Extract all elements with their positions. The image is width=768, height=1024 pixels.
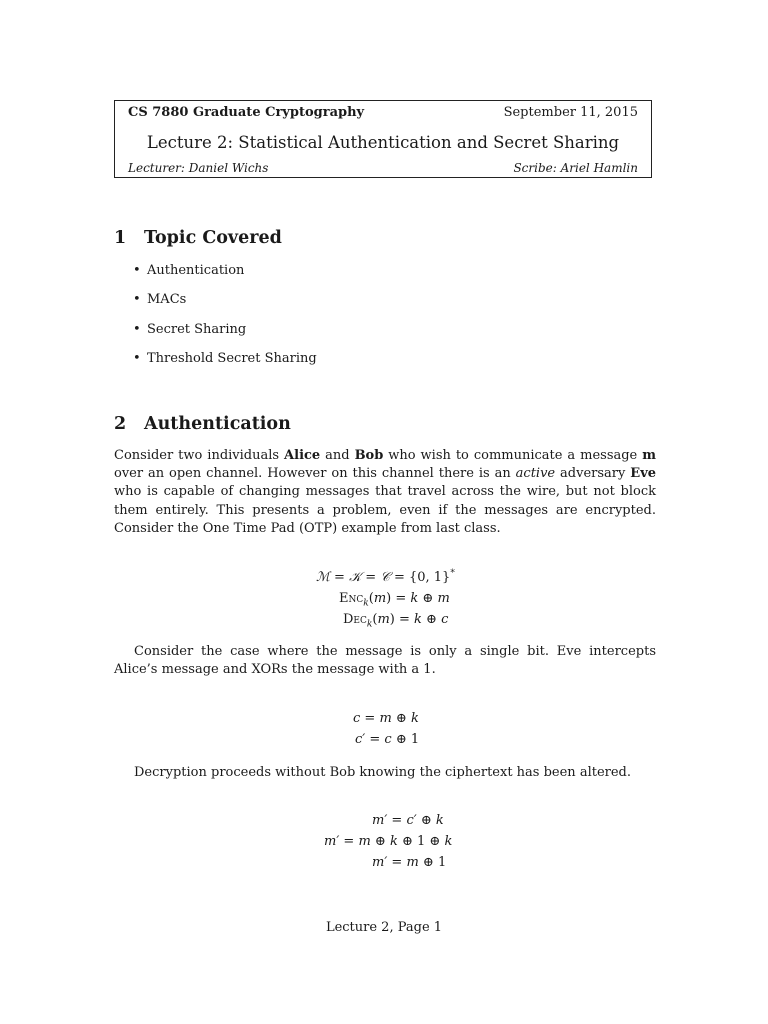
- scribe-name: Scribe: Ariel Hamlin: [513, 161, 638, 175]
- bullet-icon: •: [133, 263, 141, 278]
- paragraph-single-bit: Consider the case where the message is only a single bit. Eve intercepts Alice’s message and XORs the message with a 1.: [114, 644, 656, 678]
- list-item: • Authentication: [133, 263, 245, 278]
- section-2-heading: [114, 414, 291, 434]
- lecturer-name: Lecturer: Daniel Wichs: [128, 161, 269, 175]
- course-name: CS 7880 Graduate Cryptography: [128, 105, 365, 120]
- list-item: • MACs: [133, 292, 187, 308]
- section-2-title: Authentication: [144, 414, 291, 434]
- header-top-row: [128, 105, 638, 120]
- lecture-header-box: [114, 100, 652, 178]
- equation-decrypt-2: m′ = m ⊕ k ⊕ 1 ⊕ k: [324, 834, 453, 849]
- section-1-title: Topic Covered: [144, 228, 282, 248]
- list-item: • Threshold Secret Sharing: [133, 350, 317, 366]
- bullet-icon: •: [133, 292, 141, 308]
- list-item: • Secret Sharing: [133, 321, 247, 337]
- section-1-heading: [114, 228, 282, 248]
- section-2-number: 2: [114, 414, 127, 434]
- page-footer: Lecture 2, Page 1: [325, 920, 443, 935]
- equation-enc: Enc$_k$(m) = k ⊕ m: [339, 591, 450, 609]
- equation-decrypt-1: m′ = c′ ⊕ k: [372, 813, 444, 828]
- equation-spaces: ℳ = 𝒦 = 𝒞 = {0, 1}*: [316, 568, 455, 585]
- header-bottom-row: [128, 161, 638, 175]
- equation-decrypt-3: m′ = m ⊕ 1: [372, 855, 447, 870]
- equation-ciphertext: c = m ⊕ k: [353, 711, 419, 726]
- paragraph-intro: Consider two individuals Alice and Bob who wish to communicate a message m over an open channel. However on this channel there is an active adversary Eve who is capable of changing messages that travel across the wire, but not block them entirely. This presents a problem, even if the messages are encrypted. Consider the One Time Pad (OTP) example from last class.: [114, 448, 657, 536]
- topics-list: [133, 263, 317, 380]
- bullet-icon: •: [133, 350, 141, 366]
- equation-altered-ciphertext: c′ = c ⊕ 1: [355, 732, 420, 747]
- equation-dec: Dec$_k$(m) = k ⊕ c: [343, 612, 449, 630]
- bullet-icon: •: [133, 321, 141, 337]
- lecture-title: Lecture 2: Statistical Authentication and Secret Sharing: [146, 133, 620, 152]
- section-1-number: 1: [114, 228, 127, 248]
- lecture-date: September 11, 2015: [503, 105, 638, 120]
- paragraph-decryption: Decryption proceeds without Bob knowing the ciphertext has been altered.: [134, 765, 632, 780]
